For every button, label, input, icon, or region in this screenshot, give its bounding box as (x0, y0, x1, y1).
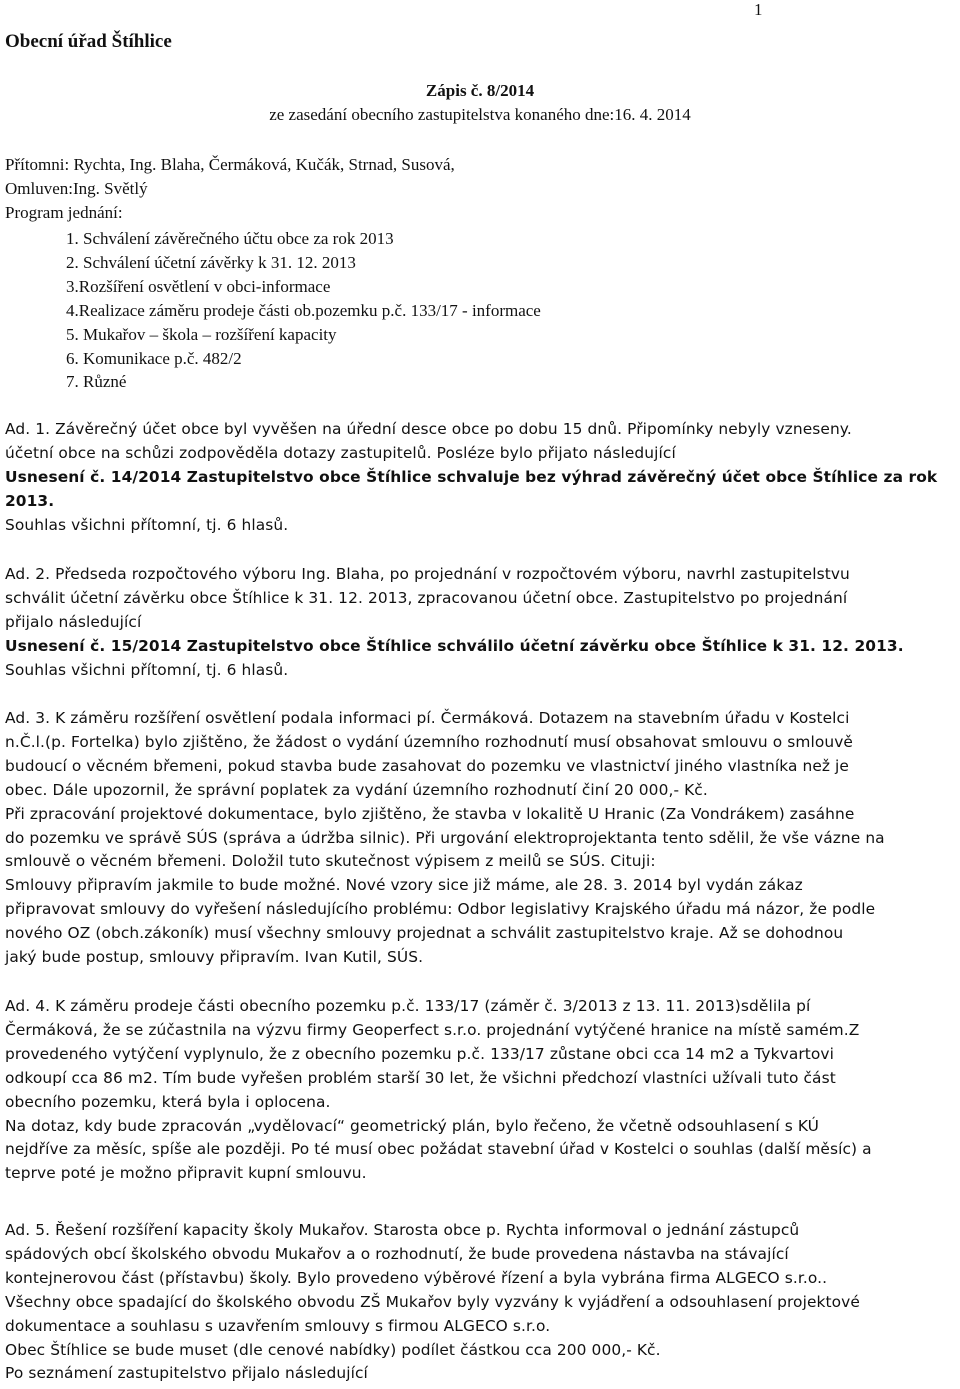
ad3-line: nového OZ (obch.zákoník) musí všechny smlouvy projednat a schválit zastupitelstvo kraje. Až se dohodnou (5, 924, 844, 943)
program-item: 4.Realizace záměru prodeje části ob.pozemku p.č. 133/17 - informace (66, 300, 541, 320)
resolution-14-2014: Usnesení č. 14/2014 Zastupitelstvo obce Štíhlice schvaluje bez výhrad závěrečný účet obce Štíhlice za rok (5, 467, 938, 486)
ad5-line: Po seznámení zastupitelstvo přijalo následující (5, 1364, 368, 1383)
ad4-line: odkoupí cca 86 m2. Tím bude vyřešen problém starší 30 let, že všichni předchozí vlastníci užívali tuto část (5, 1068, 836, 1087)
ad4-line: obecního pozemku, která byla i oplocena. (5, 1092, 331, 1111)
program-item: 3.Rozšíření osvětlení v obci-informace (66, 276, 331, 296)
ad3-line: jaký bude postup, smlouvy připravím. Ivan Kutil, SÚS. (5, 948, 424, 967)
program-item: 1. Schválení závěrečného účtu obce za rok 2013 (66, 229, 394, 248)
program-list (66, 227, 541, 394)
vote-result: Souhlas všichni přítomní, tj. 6 hlasů. (5, 660, 289, 679)
ad3-line: n.Č.l.(p. Fortelka) bylo zjištěno, že žádost o vydání územního rozhodnutí musí obsahovat smlouvu o smlouvě (5, 732, 853, 751)
ad1-line: účetní obce na schůzi zodpověděla dotazy zastupitelů. Posléze bylo přijato následující (5, 443, 676, 462)
ad4-line: Čermáková, že se zúčastnila na výzvu firmy Geoperfect s.r.o. projednání vytýčené hranice na místě samém.Z (5, 1020, 860, 1039)
ad3-line: obec. Dále upozornil, že správní poplatek za vydání územního rozhodnutí činí 20 000,- Kč. (5, 780, 708, 799)
vote-result: Souhlas všichni přítomní, tj. 6 hlasů. (5, 515, 289, 534)
agenda-item-4 (5, 995, 957, 1186)
ad4-line: nejdříve za měsíc, spíše ale později. Po té musí obec požádat stavební úřad v Kostelci o souhlas (další měsíc) a (5, 1140, 872, 1159)
resolution-15-2014: Usnesení č. 15/2014 Zastupitelstvo obce Štíhlice schválilo účetní závěrku obce Štíhlice k 31. 12. 2013. (5, 636, 904, 655)
program-item: 5. Mukařov – škola – rozšíření kapacity (66, 324, 337, 344)
ad2-line: přijalo následující (5, 612, 142, 631)
attendees-present: Přítomni: Rychta, Ing. Blaha, Čermáková, Kučák, Strnad, Susová, (5, 155, 455, 174)
ad3-line: do pozemku ve správě SÚS (správa a údržba silnic). Při urgování elektroprojektanta tento sdělil, že vše vázne na (5, 828, 885, 847)
attendees-excused: Omluven:Ing. Světlý (5, 179, 148, 198)
program-item: 2. Schválení účetní závěrky k 31. 12. 2013 (66, 252, 356, 272)
ad2-line: schválit účetní závěrku obce Štíhlice k 31. 12. 2013, zpracovanou účetní obce. Zastupitelstvo po projednání (5, 588, 848, 607)
ad3-line: budoucí o věcném břemeni, pokud stavba bude zasahovat do pozemku ve vlastnictví jiného vlastníka než je (5, 756, 849, 775)
ad5-line: kontejnerovou část (přístavbu) školy. Bylo provedeno výběrové řízení a byla vybrána firma ALGECO s.r.o.. (5, 1268, 828, 1287)
agenda-item-1 (5, 418, 957, 538)
office-name: Obecní úřad Štíhlice (5, 31, 172, 52)
ad5-line: dokumentace a souhlasu s uzavřením smlouvy s firmou ALGECO s.r.o. (5, 1316, 551, 1335)
ad3-line: smlouvě o věcném břemeni. Doložil tuto skutečnost výpisem z meilů se SÚS. Cituji: (5, 852, 656, 871)
ad4-line: teprve poté je možno připravit kupní smlouvu. (5, 1164, 367, 1183)
ad3-line: Při zpracování projektové dokumentace, bylo zjištěno, že stavba v lokalitě U Hranic (Za Vondrákem) zasáhne (5, 804, 855, 823)
resolution-14-2014-cont: 2013. (5, 491, 55, 510)
program-label: Program jednání: (5, 203, 123, 222)
agenda-item-5 (5, 1219, 957, 1386)
ad5-line: Všechny obce spadající do školského obvodu ZŠ Mukařov byly vyzvány k vyjádření a odsouhlasení projektové (5, 1292, 860, 1311)
ad2-line: Ad. 2. Předseda rozpočtového výboru Ing. Blaha, po projednání v rozpočtovém výboru, navrhl zastupitelstvu (5, 565, 850, 583)
ad3-line: Smlouvy připravím jakmile to bude možné. Nové vzory sice již máme, ale 28. 3. 2014 byl vydán zákaz (5, 876, 803, 895)
minutes-subtitle: ze zasedání obecního zastupitelstva konaného dne:16. 4. 2014 (269, 105, 691, 124)
ad3-line: Ad. 3. K záměru rozšíření osvětlení podala informaci pí. Čermáková. Dotazem na stavebním úřadu v Kostelci (5, 709, 850, 727)
ad1-line: Ad. 1. Závěrečný účet obce byl vyvěšen na úřední desce obce po dobu 15 dnů. Připomínky nebyly vzneseny. (5, 420, 852, 438)
ad3-line: připravovat smlouvy do vyřešení následujícího problému: Odbor legislativy Krajského úřadu má názor, že podle (5, 900, 876, 919)
agenda-item-3 (5, 707, 957, 970)
agenda-item-2 (5, 563, 957, 683)
ad5-line: spádových obcí školského obvodu Mukařov a o rozhodnutí, že bude provedena nástavba na stávající (5, 1244, 789, 1263)
program-item: 7. Různé (66, 372, 127, 392)
ad5-line: Obec Štíhlice se bude muset (dle cenové nabídky) podílet částkou cca 200 000,- Kč. (5, 1340, 661, 1359)
minutes-title: Zápis č. 8/2014 (425, 81, 535, 100)
ad4-line: provedeného vytýčení vyplynulo, že z obecního pozemku p.č. 133/17 zůstane obci cca 14 m2 a Tykvartovi (5, 1044, 835, 1063)
ad4-line: Ad. 4. K záměru prodeje části obecního pozemku p.č. 133/17 (záměr č. 3/2013 z 13. 11. 2013)sdělila pí (5, 997, 811, 1015)
program-item: 6. Komunikace p.č. 482/2 (66, 348, 242, 368)
ad5-line: Ad. 5. Řešení rozšíření kapacity školy Mukařov. Starosta obce p. Rychta informoval o jednání zástupců (5, 1221, 800, 1239)
ad4-line: Na dotaz, kdy bude zpracován „vydělovací“ geometrický plán, bylo řečeno, že včetně odsouhlasení s KÚ (5, 1116, 819, 1135)
page-number: 1 (754, 0, 763, 19)
